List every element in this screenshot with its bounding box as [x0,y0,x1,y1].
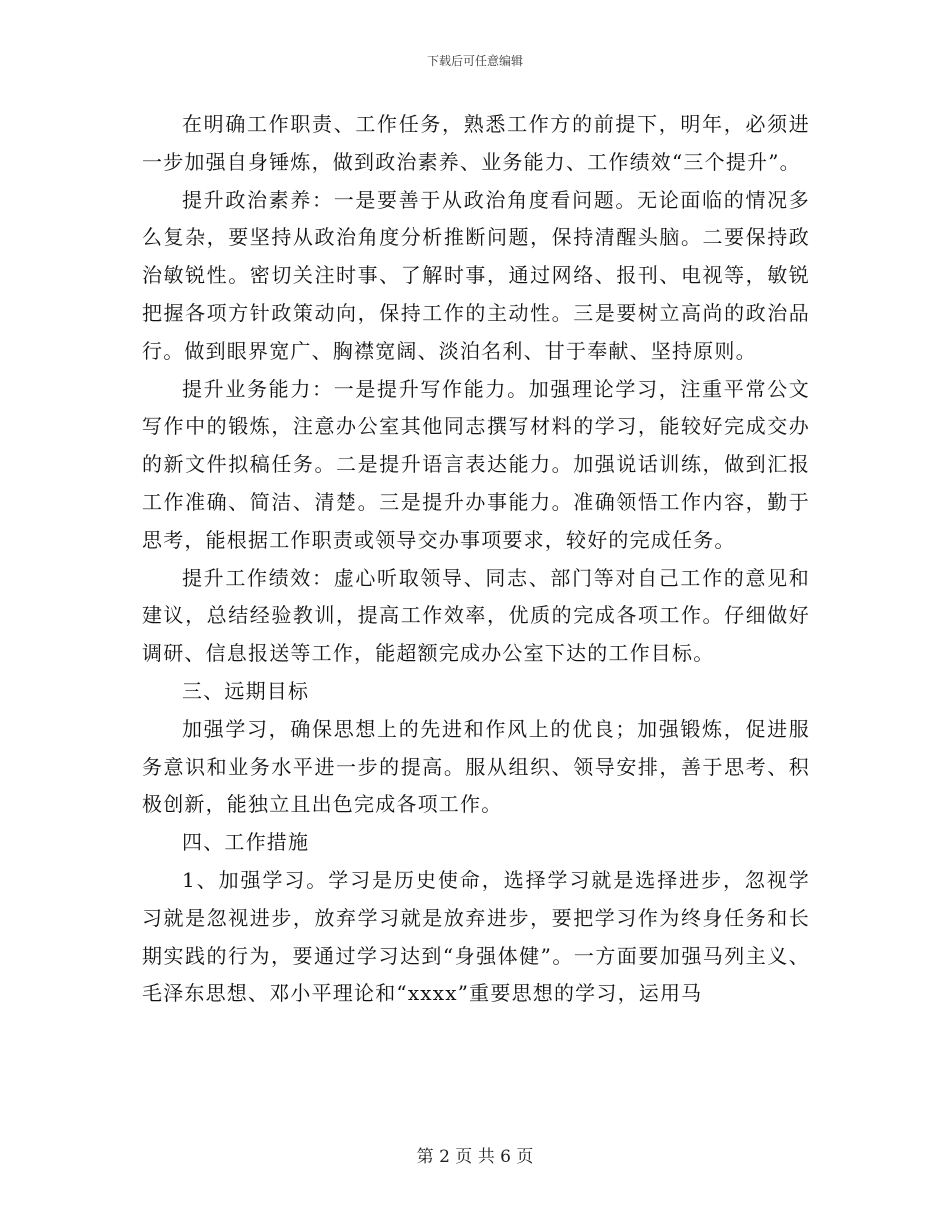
section-heading-long-term-goals: 三、远期目标 [182,678,310,703]
paragraph-political-quality: 提升政治素养：一是要善于从政治角度看问题。无论面临的情况多么复杂，要坚持从政治角度分析推断问题，保持清醒头脑。二要保持政治敏锐性。密切关注时事、了解时事，通过网络、报刊、电视等，敏锐把握各项方针政策动向，保持工作的主动性。三是要树立高尚的政治品行。做到眼界宽广、胸襟宽阔、淡泊名利、甘于奉献、坚持原则。 [142,187,810,363]
section-heading-work-measures: 四、工作措施 [182,830,310,855]
paragraph-three-improvements: 在明确工作职责、工作任务，熟悉工作方的前提下，明年，必须进一步加强自身锤炼，做到政治素养、业务能力、工作绩效“三个提升”。 [142,112,810,174]
paragraph-long-term-goals: 加强学习，确保思想上的先进和作风上的优良；加强锻炼，促进服务意识和业务水平进一步的提高。服从组织、领导安排，善于思考、积极创新，能独立且出色完成各项工作。 [142,716,810,817]
page-header: 下载后可任意编辑 [426,54,523,68]
paragraph-work-performance: 提升工作绩效：虚心听取领导、同志、部门等对自己工作的意见和建议，总结经验教训，提高工作效率，优质的完成各项工作。仔细做好调研、信息报送等工作，能超额完成办公室下达的工作目标。 [142,565,810,666]
document-body [142,106,810,1013]
paragraph-business-ability: 提升业务能力：一是提升写作能力。加强理论学习，注重平常公文写作中的锻炼，注意办公室其他同志撰写材料的学习，能较好完成交办的新文件拟稿任务。二是提升语言表达能力。加强说话训练，做到汇报工作准确、简洁、清楚。三是提升办事能力。准确领悟工作内容，勤于思考，能根据工作职责或领导交办事项要求，较好的完成任务。 [142,376,810,552]
page-number-footer: 第 2 页 共 6 页 [416,1147,534,1167]
paragraph-strengthen-learning: 1、加强学习。学习是历史使命，选择学习就是选择进步，忽视学习就是忽视进步，放弃学习就是放弃进步，要把学习作为终身任务和长期实践的行为，要通过学习达到“身强体健”。一方面要加强马列主义、毛泽东思想、邓小平理论和“xxxx”重要思想的学习，运用马 [142,867,810,1006]
